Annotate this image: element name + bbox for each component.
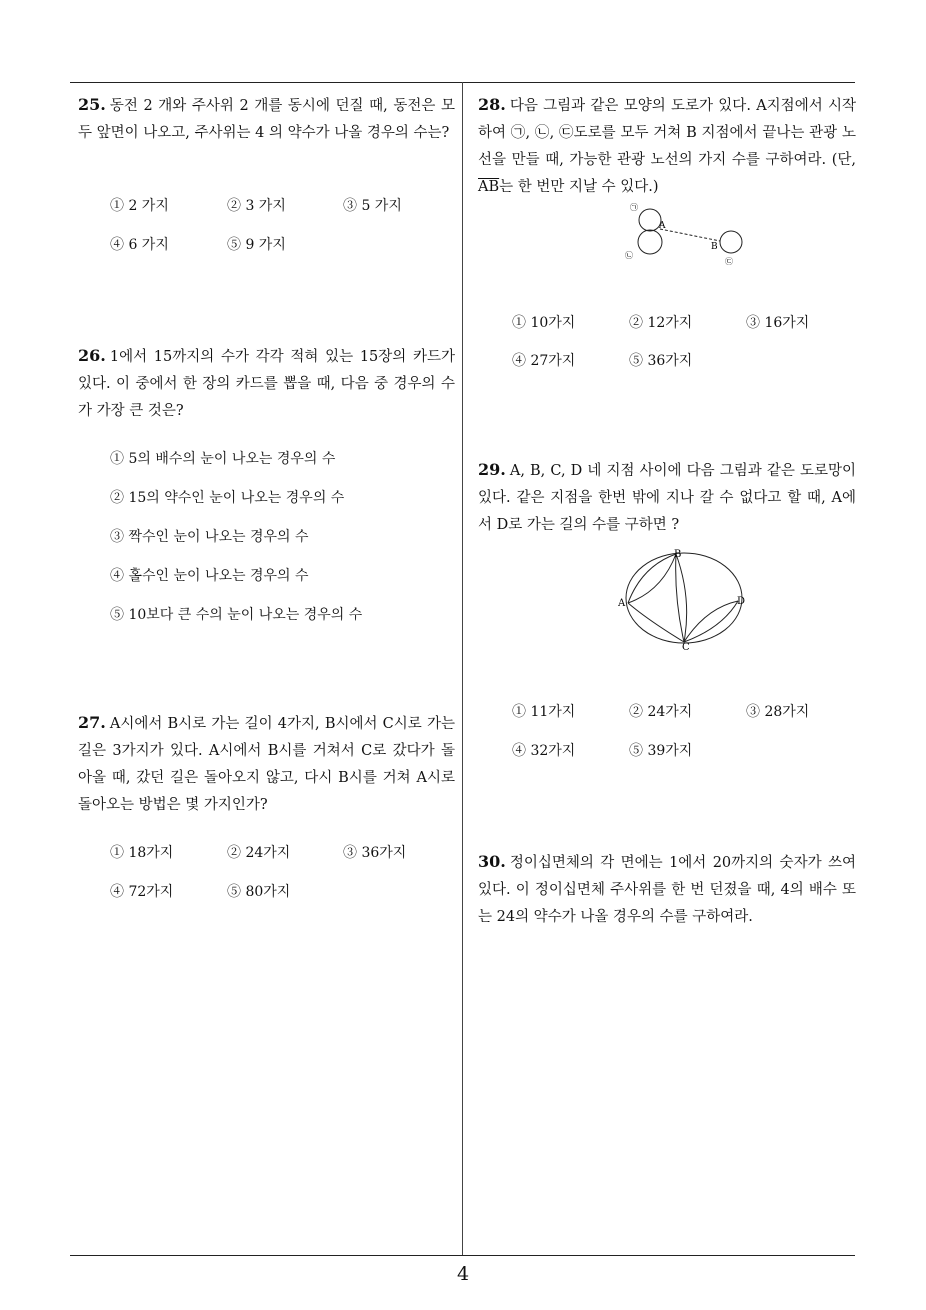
choice-5[interactable]: ⑤ 9 가지 [227, 237, 286, 253]
choice-3[interactable]: ③ 36가지 [343, 845, 407, 861]
choice-3[interactable]: ③ 5 가지 [343, 198, 402, 214]
road-2-label: ㉡ [625, 251, 633, 260]
road-a-b-2 [628, 554, 676, 603]
choice-1[interactable]: ① 18가지 [110, 845, 174, 861]
road-a-c [628, 603, 684, 642]
question-number: 29. [478, 460, 506, 479]
question-text: 정이십면체의 각 면에는 1에서 20까지의 숫자가 쓰여 있다. 이 정이십면체 주사위를 한 번 던졌을 때, 4의 배수 또는 24의 약수가 나올 경우의 수를 구하여라. [478, 855, 856, 925]
question-text-part-1: 다음 그림과 같은 모양의 도로가 있다. A지점에서 시작하여 ㉠, ㉡, ㉢도로를 모두 거쳐 B 지점에서 끝나는 관광 노선을 만들 때, 가능한 관광 노선의 가지 수를 구하여라. (단, [478, 98, 856, 168]
road-1-label: ㉠ [630, 203, 638, 212]
bottom-rule [70, 1255, 855, 1256]
choice-5[interactable]: ⑤ 10보다 큰 수의 눈이 나오는 경우의 수 [110, 607, 363, 623]
question-text: A시에서 B시로 가는 길이 4가지, B시에서 C시로 가는 길은 3가지가 있다. A시에서 B시를 거쳐서 C로 갔다가 돌아올 때, 갔던 길은 돌아오지 않고, 다시 B시를 거쳐 A시로 돌아오는 방법은 몇 가지인가? [78, 716, 455, 813]
road-circle-2 [638, 230, 662, 254]
choice-4[interactable]: ④ 72가지 [110, 884, 174, 900]
road-circle-1 [639, 209, 661, 231]
choice-2[interactable]: ② 24가지 [629, 704, 693, 720]
question-number: 26. [78, 346, 106, 365]
segment-ab-overline: $\overline{AB}$ [478, 179, 500, 195]
choice-1[interactable]: ① 10가지 [512, 315, 576, 331]
question-text-part-2: 는 한 번만 지날 수 있다.) [499, 179, 659, 195]
point-a-label: A [618, 598, 626, 609]
question-29 [478, 456, 856, 539]
choice-4[interactable]: ④ 27가지 [512, 353, 576, 369]
column-divider [462, 82, 463, 1256]
road-c-d-1 [684, 601, 738, 642]
point-b-label: B [674, 549, 682, 560]
choice-3[interactable]: ③ 짝수인 눈이 나오는 경우의 수 [110, 529, 309, 545]
choice-1[interactable]: ① 11가지 [512, 704, 576, 720]
outer-road-loop [626, 553, 742, 643]
choice-4[interactable]: ④ 32가지 [512, 743, 576, 759]
choice-5[interactable]: ⑤ 39가지 [629, 743, 693, 759]
road-ab-dashed [660, 229, 720, 241]
point-c-label: C [682, 642, 690, 652]
choice-2[interactable]: ② 24가지 [227, 845, 291, 861]
choice-4[interactable]: ④ 홀수인 눈이 나오는 경우의 수 [110, 568, 309, 584]
road-a-b-1 [628, 554, 676, 603]
page-number: 4 [456, 1263, 470, 1285]
question-27 [78, 709, 455, 819]
question-30 [478, 848, 856, 931]
question-text: A, B, C, D 네 지점 사이에 다음 그림과 같은 도로망이 있다. 같은 지점을 한번 밖에 지나 갈 수 없다고 할 때, A에서 D로 가는 길의 수를 구하면 ? [478, 463, 856, 533]
choice-1[interactable]: ① 2 가지 [110, 198, 169, 214]
choice-5[interactable]: ⑤ 36가지 [629, 353, 693, 369]
choice-2[interactable]: ② 3 가지 [227, 198, 286, 214]
point-a-label: A [659, 221, 666, 231]
question-number: 30. [478, 852, 506, 871]
question-number: 25. [78, 95, 106, 114]
point-d-label: D [737, 596, 746, 607]
question-text: 1에서 15까지의 수가 각각 적혀 있는 15장의 카드가 있다. 이 중에서 한 장의 카드를 뽑을 때, 다음 중 경우의 수가 가장 큰 것은? [78, 349, 455, 419]
choice-3[interactable]: ③ 28가지 [746, 704, 810, 720]
question-28 [478, 91, 856, 201]
question-25 [78, 91, 455, 147]
question-number: 28. [478, 95, 506, 114]
q29-road-network-figure [618, 546, 750, 652]
choice-5[interactable]: ⑤ 80가지 [227, 884, 291, 900]
choice-4[interactable]: ④ 6 가지 [110, 237, 169, 253]
choice-2[interactable]: ② 15의 약수인 눈이 나오는 경우의 수 [110, 490, 345, 506]
question-26 [78, 342, 455, 425]
road-circle-3 [720, 231, 742, 253]
q28-road-figure [620, 200, 750, 270]
point-b-label: B [711, 242, 718, 252]
road-c-d-2 [684, 601, 738, 642]
choice-2[interactable]: ② 12가지 [629, 315, 693, 331]
choice-3[interactable]: ③ 16가지 [746, 315, 810, 331]
question-text: 동전 2 개와 주사위 2 개를 동시에 던질 때, 동전은 모두 앞면이 나오고, 주사위는 4 의 약수가 나올 경우의 수는? [78, 98, 455, 141]
question-number: 27. [78, 713, 106, 732]
road-3-label: ㉢ [725, 257, 733, 266]
choice-1[interactable]: ① 5의 배수의 눈이 나오는 경우의 수 [110, 451, 336, 467]
